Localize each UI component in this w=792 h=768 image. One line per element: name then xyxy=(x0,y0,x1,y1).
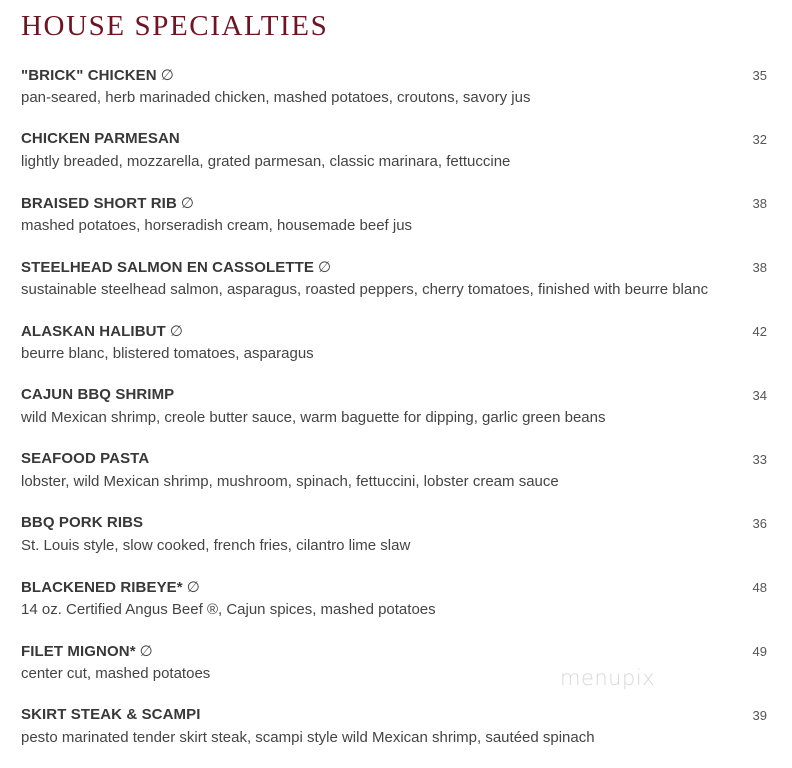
gluten-free-icon: ∅ xyxy=(169,323,183,340)
item-name: CHICKEN PARMESAN xyxy=(21,130,180,147)
gluten-free-icon: ∅ xyxy=(180,195,195,212)
item-description: sustainable steelhead salmon, asparagus, roasted peppers, cherry tomatoes, finished with beurre blanc xyxy=(21,281,709,298)
item-price: 38 xyxy=(752,260,767,275)
item-price: 35 xyxy=(752,68,767,83)
menu-item xyxy=(0,448,792,512)
menu-item xyxy=(0,128,792,192)
item-description: pesto marinated tender skirt steak, scampi style wild Mexican shrimp, sautéed spinach xyxy=(21,729,595,746)
menu-item-list xyxy=(0,64,792,768)
item-name: SKIRT STEAK & SCAMPI xyxy=(21,706,201,723)
gluten-free-icon: ∅ xyxy=(318,259,332,276)
item-name: SEAFOOD PASTA xyxy=(21,450,150,467)
item-price: 38 xyxy=(752,196,767,211)
item-price: 42 xyxy=(752,324,767,339)
menu-item xyxy=(0,704,792,768)
item-description: center cut, mashed potatoes xyxy=(21,665,211,682)
item-price: 32 xyxy=(752,132,767,147)
item-description: lobster, wild Mexican shrimp, mushroom, spinach, fettuccini, lobster cream sauce xyxy=(21,473,559,490)
item-name: "BRICK" CHICKEN xyxy=(21,67,157,84)
page-title: HOUSE SPECIALTIES xyxy=(21,10,329,42)
menu-item xyxy=(0,256,792,320)
item-description: St. Louis style, slow cooked, french fries, cilantro lime slaw xyxy=(21,537,411,554)
item-price: 33 xyxy=(752,452,767,467)
menu-item xyxy=(0,192,792,256)
item-description: 14 oz. Certified Angus Beef ®, Cajun spices, mashed potatoes xyxy=(21,601,436,618)
item-price: 49 xyxy=(752,644,767,659)
gluten-free-icon: ∅ xyxy=(160,67,174,84)
item-price: 39 xyxy=(752,708,767,723)
menu-item xyxy=(0,64,792,128)
item-name: BLACKENED RIBEYE* xyxy=(21,579,183,596)
menu-item xyxy=(0,512,792,576)
menu-item xyxy=(0,320,792,384)
item-price: 36 xyxy=(752,516,767,531)
menu-item xyxy=(0,640,792,704)
item-description: beurre blanc, blistered tomatoes, asparagus xyxy=(21,345,314,362)
menu-item xyxy=(0,384,792,448)
item-name: BRAISED SHORT RIB xyxy=(21,195,177,212)
item-name: FILET MIGNON* xyxy=(21,643,136,660)
item-description: mashed potatoes, horseradish cream, housemade beef jus xyxy=(21,217,413,234)
item-price: 34 xyxy=(752,388,767,403)
item-description: wild Mexican shrimp, creole butter sauce, warm baguette for dipping, garlic green beans xyxy=(21,409,606,426)
gluten-free-icon: ∅ xyxy=(139,643,153,660)
menu-item xyxy=(0,576,792,640)
item-price: 48 xyxy=(752,580,767,595)
item-description: lightly breaded, mozzarella, grated parmesan, classic marinara, fettuccine xyxy=(21,153,511,170)
item-description: pan-seared, herb marinaded chicken, mashed potatoes, croutons, savory jus xyxy=(21,89,531,106)
item-name: ALASKAN HALIBUT xyxy=(21,323,166,340)
gluten-free-icon: ∅ xyxy=(186,579,200,596)
item-name: CAJUN BBQ SHRIMP xyxy=(21,386,175,403)
item-name: BBQ PORK RIBS xyxy=(21,514,144,531)
item-name: STEELHEAD SALMON EN CASSOLETTE xyxy=(21,259,315,276)
watermark-logo: menupix xyxy=(560,666,656,690)
